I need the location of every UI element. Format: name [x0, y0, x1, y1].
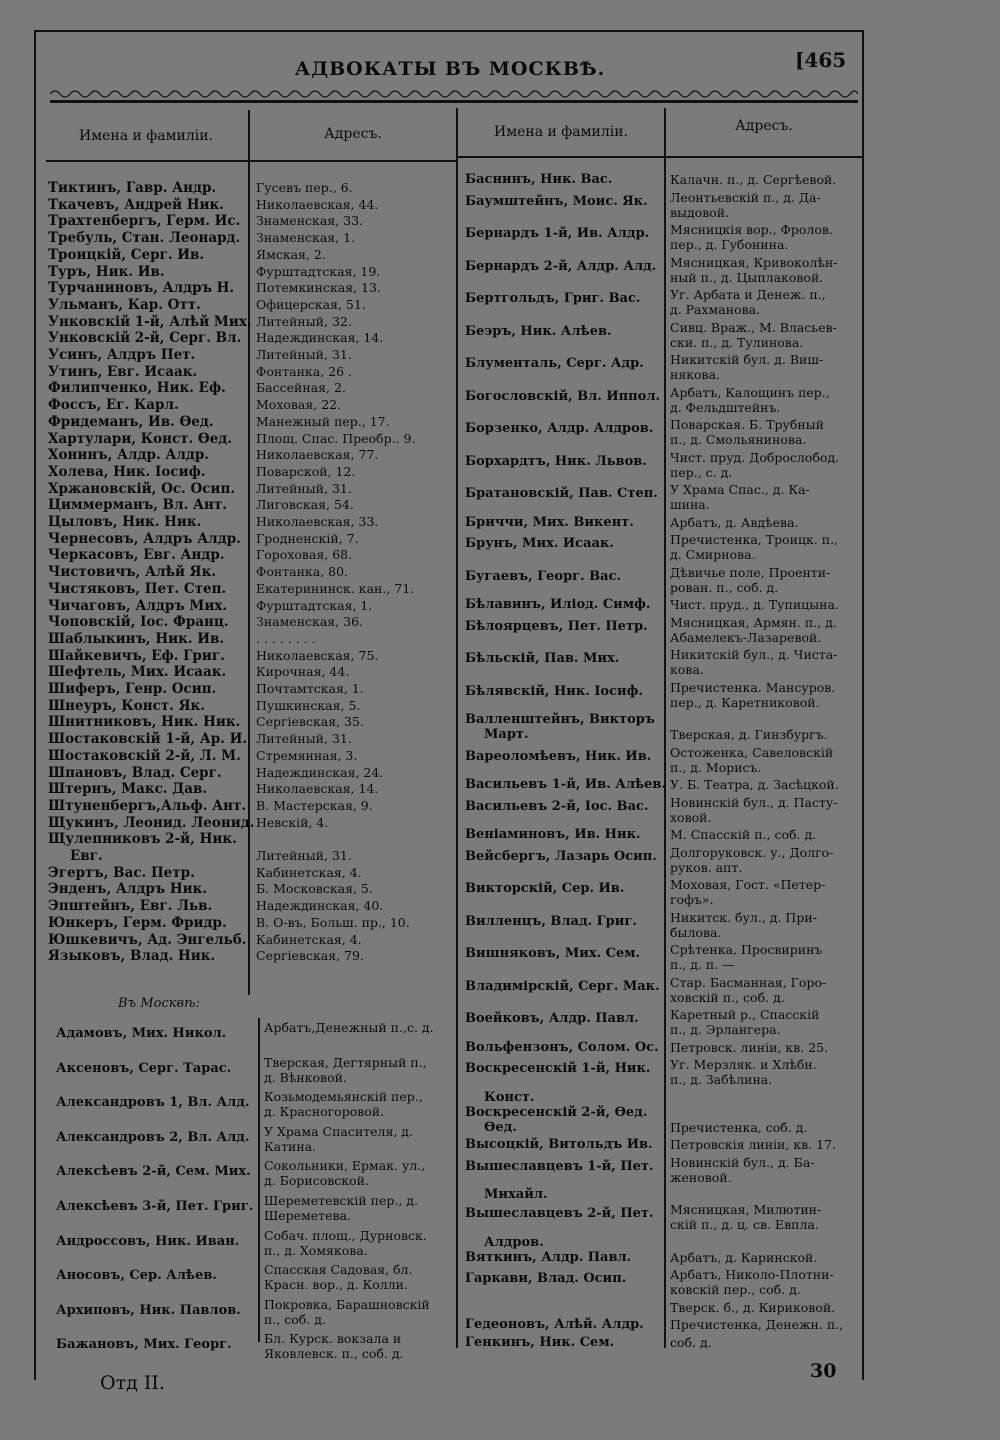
entry-address: Пречистенка, Троицк. п., [670, 532, 839, 547]
entry-address: ховой. [670, 809, 712, 825]
entry-name: Васильевъ 1-й, Ив. Алѣев. [465, 777, 666, 792]
entry-address: Литейный, 32. [256, 313, 352, 329]
entry-name: Баумштейнъ, Моис. Як. [465, 193, 648, 209]
entry-name: Шиферъ, Генр. Осип. [48, 681, 217, 697]
footer-section: Отд II. [100, 1372, 165, 1394]
left-names-header: Имена и фамиліи. [79, 128, 213, 144]
entry-name: Бертгольдъ, Григ. Вас. [465, 291, 641, 306]
right-address-header: Адресъ. [735, 118, 793, 134]
entry-name: Хонинъ, Алдр. Алдр. [48, 447, 210, 464]
entry-address: Фурштадтская, 1. [256, 597, 373, 613]
entry-address: Площ. Спас. Преобр.. 9. [256, 430, 416, 446]
left-moscow-divider [258, 1018, 260, 1342]
entry-name: Евг. [70, 848, 103, 864]
entry-address: Б. Московская, 5. [256, 881, 373, 897]
entry-address: п., д. п. — [670, 957, 735, 972]
entry-address: Стремянная, 3. [256, 747, 358, 763]
entry-address: Чист. пруд. Доброслобод. [670, 449, 840, 465]
moscow-section-label: Въ Москвѣ: [118, 996, 200, 1011]
entry-name: Братановскій, Пав. Степ. [465, 486, 658, 501]
entry-address: Сергіевская, 35. [256, 714, 364, 730]
entry-address: Остоженка, Савеловскій [670, 744, 834, 760]
entry-address: Кирочная, 44. [256, 664, 350, 680]
page-title: АДВОКАТЫ ВЪ МОСКВѢ. [294, 58, 606, 80]
entry-address: Литейный, 31. [256, 347, 352, 362]
entry-name: Хржановскій, Ос. Осип. [48, 480, 236, 497]
entry-address: Долгоруковск. у., Долго- [670, 844, 834, 860]
entry-name: Турчаниновъ, Алдръ Н. [48, 280, 235, 297]
entry-address: Знаменская, 1. [256, 230, 356, 246]
entry-name: Вяткинъ, Алдр. Павл. [465, 1249, 632, 1265]
entry-address: женовой. [670, 1169, 732, 1185]
entry-address: Николаевская, 14. [256, 781, 379, 797]
entry-address: д. Смирнова. [670, 547, 756, 562]
entry-address: Каретный р., Спасскій [670, 1007, 820, 1022]
entry-name: Шостаковскій 2-й, Л. М. [48, 747, 241, 764]
left-address-header: Адресъ. [324, 126, 382, 142]
entry-address: Надеждинская, 14. [256, 330, 384, 346]
entry-address: Литейный, 31. [256, 480, 352, 496]
entry-name: Ульманъ, Кар. Отт. [48, 296, 201, 313]
entry-name: Март. [484, 727, 529, 742]
entry-address: Знаменская, 33. [256, 213, 364, 229]
entry-name: Бѣлоярцевъ, Пет. Петр. [465, 618, 648, 634]
entry-name: Валленштейнъ, Викторъ [465, 712, 655, 727]
entry-address: Шереметева. [264, 1208, 351, 1223]
entry-name: Требуль, Стан. Леонард. [48, 230, 241, 247]
entry-address: п., д. Морисъ. [670, 759, 762, 775]
entry-name: Бажановъ, Мих. Георг. [56, 1337, 232, 1353]
entry-address: Красн. вор., д. Колли. [264, 1277, 408, 1293]
entry-name: Аксеновъ, Серг. Тарас. [56, 1060, 232, 1076]
entry-name: Эпштейнъ, Евг. Льв. [48, 898, 213, 915]
entry-address: Шереметевскій пер., д. [264, 1193, 418, 1208]
entry-name: Викторскій, Сер. Ив. [465, 881, 625, 896]
entry-address: Бассейная, 2. [256, 380, 346, 396]
entry-address: выдовой. [670, 204, 730, 220]
entry-name: Воейковъ, Алдр. Павл. [465, 1011, 639, 1026]
entry-address: ковскій пер., соб. д. [670, 1282, 801, 1297]
entry-address: Гороховая, 68. [256, 547, 353, 563]
right-names-header: Имена и фамиліи. [494, 124, 628, 140]
entry-address: Мясницкая, Армян. п., д. [670, 614, 837, 630]
entry-address: У. Б. Театра, д. Засѣцкой. [670, 777, 839, 792]
entry-address: Уг. Мерзляк. и Хлѣбн. [670, 1057, 817, 1072]
entry-name: Генкинъ, Ник. Сем. [465, 1334, 615, 1350]
entry-address: Арбатъ, д. Каринской. [670, 1249, 818, 1265]
entry-name: Конст. [484, 1089, 535, 1105]
entry-address: Катина. [264, 1138, 317, 1154]
entry-name: Циммерманъ, Вл. Ант. [48, 497, 227, 514]
entry-name: Фоссъ, Ег. Карл. [48, 397, 179, 414]
entry-address: д. Красногоровой. [264, 1104, 385, 1120]
entry-name: Штуненбергъ,Альф. Ант. [48, 797, 247, 814]
entry-address: У Храма Спас., д. Ка- [670, 482, 810, 497]
entry-name: Вишняковъ, Мих. Сем. [465, 946, 641, 961]
entry-name: Александровъ 1, Вл. Алд. [56, 1095, 250, 1111]
footer-page-number: 30 [810, 1360, 837, 1382]
entry-address: Фонтанка, 26 . [256, 363, 352, 379]
entry-name: Веніаминовъ, Ив. Ник. [465, 827, 641, 842]
entry-address: Мясницкія вор., Фролов. [670, 222, 833, 237]
entry-address: Яковлевск. п., соб. д. [264, 1346, 404, 1362]
entry-address: Сокольники, Ермак. ул., [264, 1158, 426, 1174]
entry-address: Петровскія линіи, кв. 17. [670, 1137, 837, 1152]
entry-address: Моховая, 22. [256, 397, 342, 413]
entry-name: Трахтенбергъ, Герм. Ис. [48, 213, 241, 230]
entry-address: Поварская. Б. Трубный [670, 417, 824, 432]
entry-address: пер., д. Каретниковой. [670, 694, 820, 710]
entry-name: Вареоломѣевъ, Ник. Ив. [465, 748, 652, 764]
entry-name: Филипченко, Ник. Еф. [48, 380, 226, 397]
entry-name: Чернесовъ, Алдръ Алдр. [48, 530, 241, 547]
entry-address: Сивц. Враж., М. Власьев- [670, 319, 837, 335]
entry-address: Никитск. бул., д. При- [670, 909, 817, 925]
left-column-divider [248, 110, 250, 995]
entry-name: Аносовъ, Сер. Алѣев. [56, 1268, 217, 1284]
entry-name: Шнеуръ, Конст. Як. [48, 697, 205, 714]
entry-address: Офицерская, 51. [256, 296, 366, 312]
entry-name: Чичаговъ, Алдръ Мих. [48, 597, 228, 614]
entry-address: Литейный, 31. [256, 731, 352, 747]
entry-address: пер., с. д. [670, 464, 733, 480]
entry-address: Моховая, Гост. «Петер- [670, 877, 826, 892]
entry-address: Литейный, 31. [256, 848, 352, 863]
entry-name: Юнкеръ, Герм. Фридр. [48, 914, 227, 931]
entry-address: Абамелекъ-Лазаревой. [670, 629, 822, 645]
entry-name: Баснинъ, Ник. Вас. [465, 172, 613, 187]
entry-name: Ѳед. [484, 1119, 517, 1135]
entry-address: д. Вѣнковой. [264, 1069, 347, 1085]
entry-address: Новинскій бул., д. Пасту- [670, 794, 838, 810]
entry-name: Богословскій, Вл. Иппол. [465, 388, 661, 404]
entry-name: Языковъ, Влад. Ник. [48, 948, 216, 965]
entry-address: Мясницкая, Милютин- [670, 1202, 822, 1217]
entry-address: п., соб. д. [264, 1311, 326, 1327]
entry-address: Гродненскій, 7. [256, 530, 359, 546]
entry-name: Бѣлавинъ, Иліод. Симф. [465, 597, 651, 612]
entry-address: Пречистенка, соб. д. [670, 1119, 808, 1135]
entry-address: кова. [670, 662, 704, 677]
entry-address: былова. [670, 924, 722, 940]
entry-address: Пушкинская, 5. [256, 697, 361, 713]
wavy-ornament [50, 88, 858, 100]
entry-address: д. Рахманова. [670, 302, 761, 317]
entry-address: шина. [670, 497, 710, 512]
entry-name: Унковскій 2-й, Серг. Вл. [48, 330, 242, 347]
entry-name: Васильевъ 2-й, Іос. Вас. [465, 798, 649, 814]
entry-name: Бриччи, Мих. Викент. [465, 514, 634, 530]
entry-address: Срѣтенка, Просвиринъ [670, 942, 823, 957]
entry-name: Высоцкій, Витольдъ Ив. [465, 1137, 653, 1152]
center-column-divider [456, 108, 458, 1348]
entry-address: някова. [670, 367, 721, 382]
entry-address: Екатерининск. кан., 71. [256, 580, 415, 596]
entry-name: Шпановъ, Влад. Серг. [48, 764, 222, 781]
entry-address: Ямская, 2. [256, 246, 326, 262]
entry-address: Петровск. линіи, кв. 25. [670, 1039, 829, 1055]
entry-address: Калачн. п., д. Сергѣевой. [670, 172, 837, 187]
entry-address: Тверск. б., д. Кириковой. [670, 1299, 836, 1315]
entry-name: Бернардъ 1-й, Ив. Алдр. [465, 226, 650, 241]
entry-address: Никитскій бул., д. Чиста- [670, 647, 838, 662]
entry-name: Вольфензонъ, Солом. Ос. [465, 1039, 659, 1055]
entry-name: Владимірскій, Серг. Мак. [465, 978, 660, 994]
right-column-divider [664, 108, 666, 1348]
entry-name: Адамовъ, Мих. Никол. [56, 1026, 227, 1041]
entry-name: Шайкевичъ, Еф. Григ. [48, 647, 225, 664]
entry-address: Сергіевская, 79. [256, 948, 364, 964]
entry-address: . . . . . . . . [256, 630, 316, 646]
entry-address: рован. п., соб. д. [670, 579, 779, 595]
entry-name: Унковскій 1-й, Алѣй Мих. [48, 313, 252, 330]
entry-name: Алексѣевъ 2-й, Сем. Мих. [56, 1164, 251, 1180]
entry-address: Собач. площ., Дурновск. [264, 1227, 427, 1243]
entry-name: Хартулари, Конст. Ѳед. [48, 430, 232, 447]
entry-name: Гедеоновъ, Алѣй. Алдр. [465, 1317, 644, 1332]
entry-name: Андроссовъ, Ник. Иван. [56, 1233, 240, 1249]
entry-address: Поварской, 12. [256, 463, 356, 479]
entry-address: Кабинетская, 4. [256, 931, 362, 947]
entry-address: Тверская, д. Гинзбургъ. [670, 727, 828, 742]
entry-address: Дѣвичье поле, Проенти- [670, 564, 831, 580]
entry-name: Вышеславцевъ 2-й, Пет. [465, 1206, 654, 1221]
entry-address: Кабинетская, 4. [256, 864, 362, 880]
entry-address: ски. п., д. Тулинова. [670, 334, 804, 350]
entry-address: Козьмодемьянскій пер., [264, 1089, 423, 1105]
entry-address: соб. д. [670, 1334, 712, 1350]
entry-address: Бл. Курск. вокзала и [264, 1331, 402, 1347]
entry-name: Шаблыкинъ, Ник. Ив. [48, 630, 225, 647]
entry-address: Уг. Арбата и Денеж. п., [670, 287, 826, 302]
entry-name: Чистовичъ, Алѣй Як. [48, 564, 217, 581]
entry-name: Воскресенскій 2-й, Ѳед. [465, 1104, 648, 1120]
entry-name: Щукинъ, Леонид. Леонид. [48, 814, 255, 831]
entry-address: Николаевская, 44. [256, 196, 379, 212]
entry-name: Фридеманъ, Ив. Ѳед. [48, 413, 214, 430]
entry-name: Борхардтъ, Ник. Львов. [465, 453, 647, 469]
page-number: [465 [795, 48, 847, 72]
entry-address: Потемкинская, 13. [256, 280, 381, 296]
entry-address: Гусевъ пер., 6. [256, 180, 353, 195]
entry-name: Тиктинъ, Гавр. Андр. [48, 180, 217, 196]
entry-name: Шефтель, Мих. Исаак. [48, 664, 227, 681]
frame-left-border [34, 30, 36, 1380]
entry-name: Борзенко, Алдр. Алдров. [465, 421, 654, 436]
entry-address: пер., д. Губонина. [670, 237, 789, 252]
entry-name: Архиповъ, Ник. Павлов. [56, 1302, 241, 1318]
entry-address: Стар. Басманная, Горо- [670, 974, 827, 990]
entry-name: Михайл. [484, 1187, 548, 1202]
entry-address: гофъ». [670, 892, 714, 907]
entry-address: Николаевская, 33. [256, 514, 379, 529]
entry-address: Манежный пер., 17. [256, 413, 390, 429]
entry-name: Чистяковъ, Пет. Степ. [48, 580, 227, 597]
entry-address: Леонтьевскій п., д. Да- [670, 189, 821, 205]
entry-name: Александровъ 2, Вл. Алд. [56, 1129, 250, 1145]
entry-address: Фонтанка, 80. [256, 564, 349, 580]
entry-address: Новинскій бул., д. Ба- [670, 1154, 815, 1170]
entry-address: Лиговская, 54. [256, 497, 354, 513]
entry-name: Ткачевъ, Андрей Ник. [48, 196, 224, 213]
entry-name: Бѣльскій, Пав. Мих. [465, 651, 620, 666]
entry-address: Мясницкая, Кривоколѣн- [670, 254, 838, 270]
entry-address: ховскій п., соб. д. [670, 989, 785, 1005]
entry-address: п., д. Хомякова. [264, 1242, 368, 1258]
entry-name: Утинъ, Евг. Исаак. [48, 363, 198, 380]
entry-name: Брунъ, Мих. Исаак. [465, 536, 614, 551]
entry-name: Блументаль, Серг. Адр. [465, 356, 644, 371]
entry-name: Беэръ, Ник. Алѣев. [465, 323, 612, 339]
entry-address: Николаевская, 75. [256, 647, 379, 663]
entry-address: скій п., д. ц. св. Евпла. [670, 1217, 819, 1232]
entry-address: Спасская Садовая, бл. [264, 1262, 413, 1278]
entry-address: Фурштадтская, 19. [256, 263, 381, 279]
entry-address: Знаменская, 36. [256, 614, 364, 630]
entry-address: Покровка, Барашновскій [264, 1296, 430, 1312]
entry-address: Почтамтская, 1. [256, 681, 364, 696]
entry-name: Алдров. [484, 1234, 544, 1250]
entry-address: Чист. пруд., д. Тупицына. [670, 597, 839, 612]
entry-address: Никитскій бул. д. Виш- [670, 352, 824, 367]
entry-name: Бѣлявскій, Ник. Іосиф. [465, 683, 643, 699]
entry-name: Цыловъ, Ник. Ник. [48, 514, 202, 530]
entry-address: Николаевская, 77. [256, 447, 379, 463]
entry-address: Пречистенка, Денежн. п., [670, 1317, 844, 1332]
entry-name: Черкасовъ, Евг. Андр. [48, 547, 225, 564]
entry-address: М. Спасскій п., соб. д. [670, 827, 817, 842]
entry-name: Туръ, Ник. Ив. [48, 263, 165, 280]
entry-address: Надеждинская, 24. [256, 764, 384, 780]
entry-name: Шостаковскій 1-й, Ар. И. [48, 731, 248, 748]
entry-name: Бугаевъ, Георг. Вас. [465, 568, 622, 584]
entry-address: Невскій, 4. [256, 814, 329, 830]
entry-address: д. Борисовской. [264, 1173, 369, 1189]
entry-name: Юшкевичъ, Ад. Энгельб. [48, 931, 247, 948]
entry-address: Надеждинская, 40. [256, 898, 384, 914]
entry-name: Энденъ, Алдръ Ник. [48, 881, 208, 898]
entry-address: Пречистенка. Мансуров. [670, 679, 836, 695]
entry-address: Тверская, Дегтярный п., [264, 1054, 427, 1070]
entry-address: У Храма Спасителя, д. [264, 1123, 413, 1139]
entry-name: Шнитниковъ, Ник. Ник. [48, 714, 241, 731]
entry-address: В. Мастерская, 9. [256, 797, 373, 813]
entry-name: Вилленцъ, Влад. Григ. [465, 913, 637, 929]
entry-name: Штернъ, Макс. Дав. [48, 781, 208, 798]
entry-name: Эгертъ, Вас. Петр. [48, 864, 195, 881]
entry-address: д. Фельдштейнъ. [670, 399, 781, 415]
entry-address: п., д. Смольянинова. [670, 432, 807, 447]
entry-address: Арбатъ, д. Авдѣева. [670, 514, 799, 530]
entry-name: Холева, Ник. Іосиф. [48, 463, 206, 480]
entry-address: Арбатъ, Николо-Плотни- [670, 1267, 834, 1282]
entry-name: Гаркави, Влад. Осип. [465, 1271, 627, 1286]
entry-name: Троицкій, Серг. Ив. [48, 246, 205, 263]
entry-name: Бернардъ 2-й, Алдр. Алд. [465, 258, 657, 274]
frame-right-border [862, 30, 864, 1380]
frame-top-border [34, 30, 864, 32]
entry-name: Чоповскій, Іос. Франц. [48, 614, 229, 631]
entry-address: руков. апт. [670, 859, 743, 875]
entry-address: В. О-въ, Больш. пр., 10. [256, 914, 410, 930]
entry-name: Вейсбергъ, Лазарь Осип. [465, 848, 657, 864]
entry-address: Арбатъ, Калощинъ пер., [670, 384, 830, 400]
entry-name: Усинъ, Алдръ Пет. [48, 347, 196, 363]
entry-address: Арбатъ,Денежный п.,с. д. [264, 1020, 434, 1035]
entry-address: п., д. Эрлангера. [670, 1022, 781, 1037]
entry-name: Вышеславцевъ 1-й, Пет. [465, 1158, 654, 1174]
entry-name: Воскресенскій 1-й, Ник. [465, 1061, 651, 1076]
entry-address: ный п., д. Цыплаковой. [670, 269, 824, 285]
entry-name: Щулепниковъ 2-й, Ник. [48, 831, 237, 848]
entry-address: п., д. Забѣлина. [670, 1072, 773, 1087]
entry-name: Алексѣевъ 3-й, Пет. Григ. [56, 1199, 254, 1214]
